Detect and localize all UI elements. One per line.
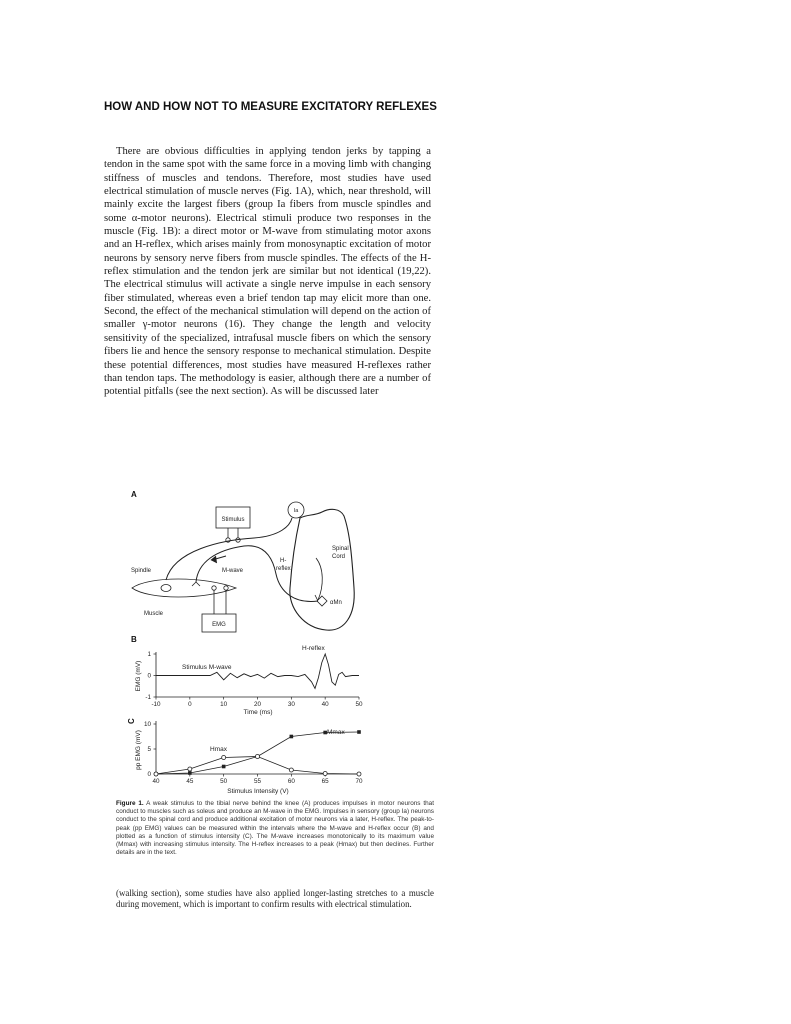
b-ylabel: EMG (mV) bbox=[135, 660, 142, 692]
spinal-cord-outline bbox=[290, 509, 354, 630]
muscle-label: Muscle bbox=[144, 611, 164, 617]
b-x-tick-label: 40 bbox=[321, 701, 329, 708]
c-series-group bbox=[154, 730, 361, 776]
c-point-mmax bbox=[357, 730, 361, 734]
alpha-mn-soma bbox=[317, 596, 327, 606]
c-x-tick-label: 40 bbox=[152, 778, 160, 785]
b-ticks-group bbox=[145, 651, 363, 708]
spinal-cord-label-2: Cord bbox=[332, 554, 346, 560]
b-x-tick-label: 10 bbox=[220, 701, 228, 708]
c-point-hmax bbox=[256, 755, 260, 759]
c-x-tick-label: 55 bbox=[253, 778, 262, 785]
b-x-tick-label: -10 bbox=[151, 701, 161, 708]
panel-b-label: B bbox=[131, 635, 137, 644]
emg-electrode-2 bbox=[224, 586, 228, 590]
c-point-hmax bbox=[188, 767, 192, 771]
figure-caption bbox=[116, 800, 434, 857]
h-reflex-label-2: reflex bbox=[276, 566, 291, 572]
m-wave-label: M-wave bbox=[222, 568, 244, 574]
emg-label: EMG bbox=[212, 622, 226, 628]
c-x-tick-label: 70 bbox=[355, 778, 363, 785]
panel-c-chart bbox=[127, 718, 363, 795]
c-y-tick-label: 5 bbox=[147, 746, 151, 754]
body-paragraph: There are obvious difficulties in applying tendon jerks by tapping a tendon in the same spot with the same force in a moving limb with changing stiffness of muscles and tendons. Therefore, most studies have used electrical stimulation of muscle nerves (Fig. 1A), which, near threshold, will mainly excite the largest fibers (group Ia fibers from muscle spindles and some α-motor neurons). Electrical stimuli produce two responses in the muscle (Fig. 1B): a direct motor or M-wave from stimulating motor axons and an H-reflex, which arises mainly from monosynaptic excitation of motor neurons by sensory nerve fibers from muscle spindles. The effects of the H-reflex stimulation and the tendon jerk are similar but not identical (19,22). The electrical stimulus will activate a single nerve impulse in each sensory fiber stimulated, whereas even a brief tendon tap may elicit more than one. Second, the effect of the mechanical stimulation will depend on the action of smaller γ-motor neurons (16). They change the length and velocity sensitivity of the specialized, intrafusal muscle fibers on which the sensory fibers lie and hence the sensory response to mechanical stimulation. Despite these potential differences, most studies have measured H-reflexes rather than tendon taps. The methodology is easier, although there are a number of potential pitfalls (see the next section). As will be discussed later bbox=[104, 146, 431, 398]
b-xlabel: Time (ms) bbox=[243, 709, 273, 716]
b-x-tick-label: 20 bbox=[253, 701, 262, 708]
c-x-tick-label: 45 bbox=[186, 778, 194, 785]
stimulus-label: Stimulus bbox=[221, 517, 245, 523]
figure-1 bbox=[104, 488, 434, 800]
b-x-tick-label: 50 bbox=[355, 701, 363, 708]
c-line-hmax bbox=[156, 757, 359, 775]
c-point-mmax bbox=[290, 735, 294, 739]
c-x-tick-label: 65 bbox=[321, 778, 329, 785]
panel-b-chart bbox=[131, 635, 363, 716]
alpha-mn-label: αMn bbox=[330, 600, 342, 606]
ia-label: Ia bbox=[293, 508, 299, 514]
c-x-tick-label: 50 bbox=[220, 778, 228, 785]
panel-c-label: C bbox=[127, 718, 136, 724]
panel-a-label: A bbox=[131, 490, 137, 499]
c-point-mmax bbox=[188, 771, 192, 775]
c-line-mmax bbox=[156, 732, 359, 774]
section-heading: HOW AND HOW NOT TO MEASURE EXCITATORY REFLEXES bbox=[104, 101, 437, 113]
motor-endplate bbox=[192, 582, 200, 586]
c-ylabel: pp EMG (mV) bbox=[135, 730, 142, 770]
b-y-tick-label: 1 bbox=[147, 651, 151, 659]
c-point-hmax bbox=[357, 772, 361, 776]
b-x-tick-label: 30 bbox=[287, 701, 295, 708]
b-x-tick-label: 0 bbox=[188, 701, 192, 708]
h-reflex-path bbox=[316, 558, 322, 600]
caption-label: Figure 1. bbox=[116, 800, 144, 807]
figure-svg bbox=[104, 488, 434, 800]
b-y-tick-label: 0 bbox=[147, 672, 151, 680]
c-point-mmax bbox=[222, 765, 226, 769]
c-y-tick-label: 10 bbox=[143, 721, 151, 729]
caption-text: A weak stimulus to the tibial nerve behind the knee (A) produces impulses in motor neurons that conduct to muscles such as soleus and produce an M-wave in the EMG. Impulses in sensory (group Ia) neurons conduct to the spinal cord and produce additional excitation of motor neurons via a later, H-reflex. The peak-to-peak (pp EMG) values can be measured within the intervals where the M-wave and H-reflex occur (B) and plotted as a function of stimulus intensity (C). The M-wave increases monotonically to its maximum value (Mmax) with increasing stimulus intensity. The H-reflex increases to a peak (Hmax) but then declines. Further details are in the text. bbox=[116, 800, 434, 857]
c-xlabel: Stimulus Intensity (V) bbox=[227, 788, 289, 795]
panel-a-diagram bbox=[131, 490, 354, 632]
c-point-hmax bbox=[154, 772, 158, 776]
spindle-label: Spindle bbox=[131, 568, 152, 574]
h-reflex-label-1: H- bbox=[280, 558, 287, 564]
c-y-tick-label: 0 bbox=[147, 771, 151, 779]
continuation-paragraph: (walking section), some studies have also applied longer-lasting stretches to a muscle during movement, which is important to confirm results with electrical stimulation. bbox=[116, 888, 434, 910]
c-point-hmax bbox=[323, 772, 327, 776]
b-stim-mwave-label: Stimulus M-wave bbox=[182, 664, 232, 671]
b-hreflex-label: H-reflex bbox=[302, 645, 325, 652]
spinal-cord-label-1: Spinal bbox=[332, 546, 349, 552]
muscle-outline bbox=[132, 579, 236, 597]
c-point-hmax bbox=[222, 756, 226, 760]
b-y-tick-label: -1 bbox=[145, 694, 151, 702]
c-mmax-label: Mmax bbox=[327, 729, 345, 736]
emg-electrode-1 bbox=[212, 586, 216, 590]
c-x-tick-label: 60 bbox=[287, 778, 295, 785]
spindle bbox=[161, 585, 171, 592]
c-point-hmax bbox=[289, 768, 293, 772]
b-emg-trace bbox=[156, 654, 359, 688]
c-hmax-label: Hmax bbox=[210, 746, 227, 753]
